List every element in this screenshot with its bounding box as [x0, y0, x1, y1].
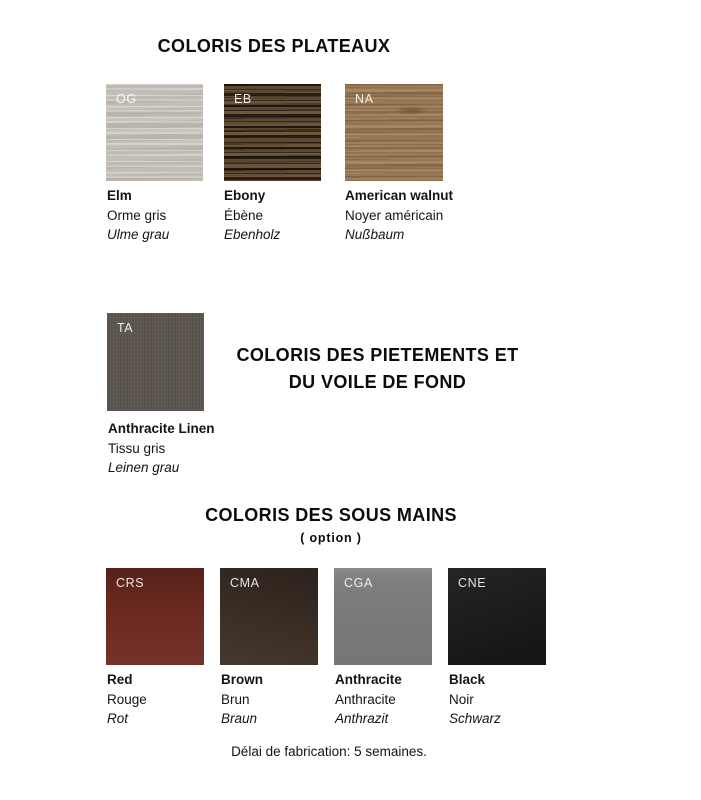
- name-en: Brown: [221, 672, 263, 687]
- swatch-black: [448, 568, 546, 665]
- name-en: Black: [449, 672, 486, 687]
- swatch-code-cma: CMA: [230, 576, 260, 590]
- swatch-code-crs: CRS: [116, 576, 145, 590]
- section-title-sous-mains: COLORIS DES SOUS MAINS: [205, 505, 457, 525]
- name-de: Ulme grau: [107, 227, 170, 242]
- title-line-1: COLORIS DES PIETEMENTS ET: [236, 345, 519, 365]
- name-en: American walnut: [345, 188, 454, 203]
- name-de: Ebenholz: [224, 227, 281, 242]
- swatch-code-og: OG: [116, 92, 137, 106]
- title-line-2: DU VOILE DE FOND: [288, 372, 467, 392]
- lead-time-note: Délai de fabrication: 5 semaines.: [231, 744, 427, 759]
- name-de: Anthrazit: [335, 711, 389, 726]
- swatch-anthracite: [334, 568, 432, 665]
- section-title-plateaux: COLORIS DES PLATEAUX: [157, 36, 391, 56]
- swatch-american-walnut: [345, 84, 443, 181]
- section-subtitle-option: ( option ): [300, 531, 362, 545]
- swatch-anthracite-linen: [107, 313, 204, 411]
- name-de: Rot: [107, 711, 129, 726]
- swatch-code-cne: CNE: [458, 576, 487, 590]
- name-fr: Noyer américain: [345, 207, 444, 223]
- name-fr: Ébène: [224, 207, 264, 223]
- caption-anthracite-linen: [108, 419, 273, 478]
- name-de: Leinen grau: [108, 460, 180, 475]
- swatch-code-eb: EB: [234, 92, 252, 106]
- name-fr: Orme gris: [107, 207, 167, 223]
- name-de: Braun: [221, 711, 258, 726]
- swatch-code-na: NA: [355, 92, 374, 106]
- section-title-pietements: [227, 342, 528, 396]
- name-en: Anthracite: [335, 672, 402, 687]
- name-fr: Anthracite: [335, 691, 396, 707]
- name-fr: Tissu gris: [108, 440, 166, 456]
- swatch-brown: [220, 568, 318, 665]
- name-en: Red: [107, 672, 133, 687]
- name-de: Nußbaum: [345, 227, 405, 242]
- name-en: Elm: [107, 188, 132, 203]
- name-fr: Brun: [221, 691, 250, 707]
- swatch-elm: [106, 84, 203, 181]
- name-en: Ebony: [224, 188, 266, 203]
- swatch-ebony: [224, 84, 321, 181]
- name-fr: Rouge: [107, 691, 147, 707]
- name-fr: Noir: [449, 691, 474, 707]
- name-en: Anthracite Linen: [108, 421, 215, 436]
- name-de: Schwarz: [449, 711, 501, 726]
- caption-black: [449, 670, 614, 729]
- caption-american-walnut: [345, 186, 510, 245]
- swatch-red: [106, 568, 204, 665]
- swatch-code-ta: TA: [117, 321, 134, 335]
- swatch-code-cga: CGA: [344, 576, 373, 590]
